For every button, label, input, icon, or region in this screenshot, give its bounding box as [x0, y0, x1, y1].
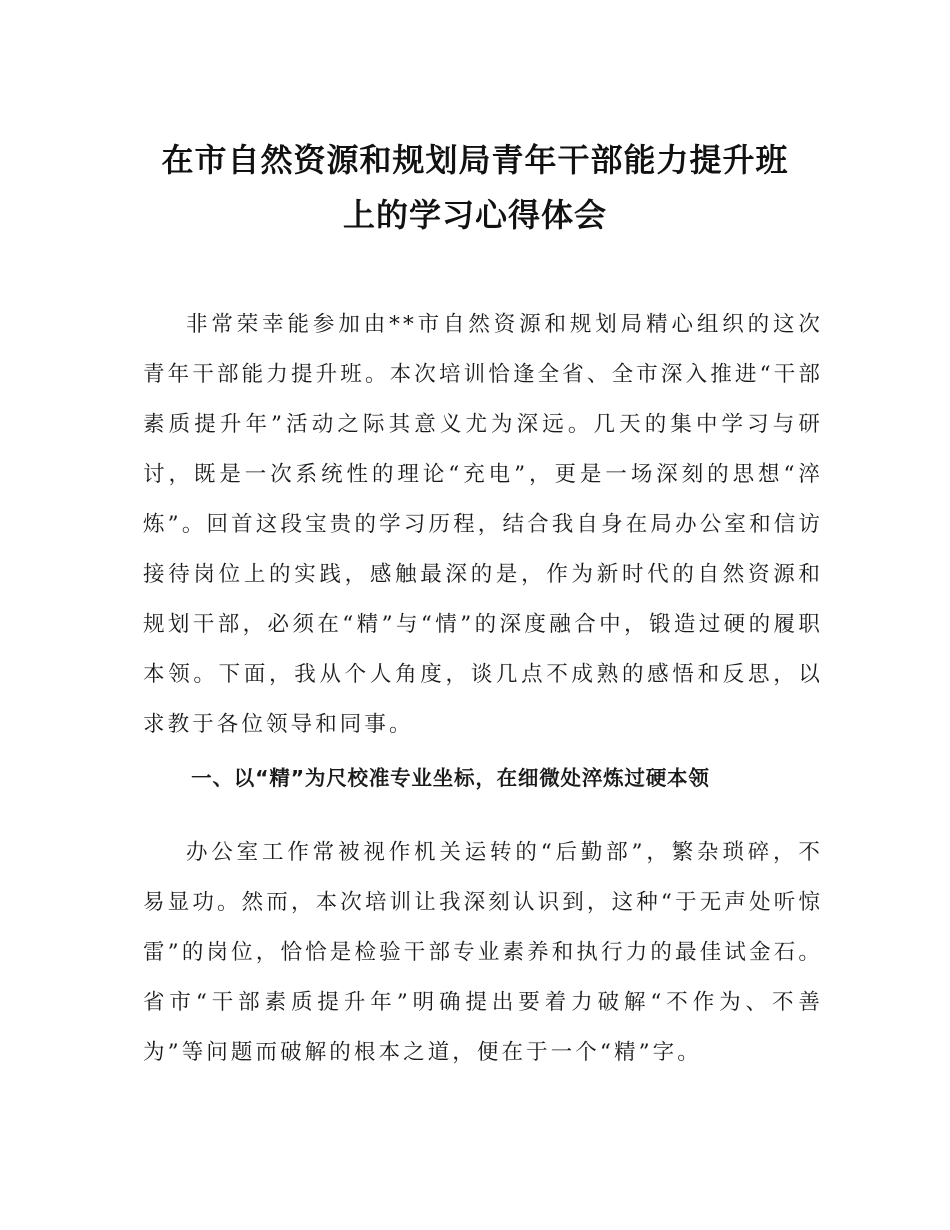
- section-1-paragraph: 办公室工作常被视作机关运转的“后勤部”，繁杂琐碎，不易显功。然而，本次培训让我深刻认识到，这种“于无声处听惊雷”的岗位，恰恰是检验干部专业素养和执行力的最佳试金石。省市“干部素质提升年”明确提出要着力破解“不作为、不善为”等问题而破解的根本之道，便在于一个“精”字。: [143, 840, 823, 1065]
- title-line-1: 在市自然资源和规划局青年干部能力提升班: [161, 141, 789, 180]
- document-body: [143, 300, 823, 1078]
- document-title: [100, 133, 850, 243]
- title-line-2: 上的学习心得体会: [342, 196, 607, 235]
- section-1-heading: 一、以“精”为尺校准专业坐标，在细微处淬炼过硬本领: [191, 766, 710, 790]
- intro-paragraph: 非常荣幸能参加由**市自然资源和规划局精心组织的这次青年干部能力提升班。本次培训恰逢全省、全市深入推进“干部素质提升年”活动之际其意义尤为深远。几天的集中学习与研讨，既是一次系统性的理论“充电”，更是一场深刻的思想“淬炼”。回首这段宝贵的学习历程，结合我自身在局办公室和信访接待岗位上的实践，感触最深的是，作为新时代的自然资源和规划干部，必须在“精”与“情”的深度融合中，锻造过硬的履职本领。下面，我从个人角度，谈几点不成熟的感悟和反思，以求教于各位领导和同事。: [143, 312, 823, 737]
